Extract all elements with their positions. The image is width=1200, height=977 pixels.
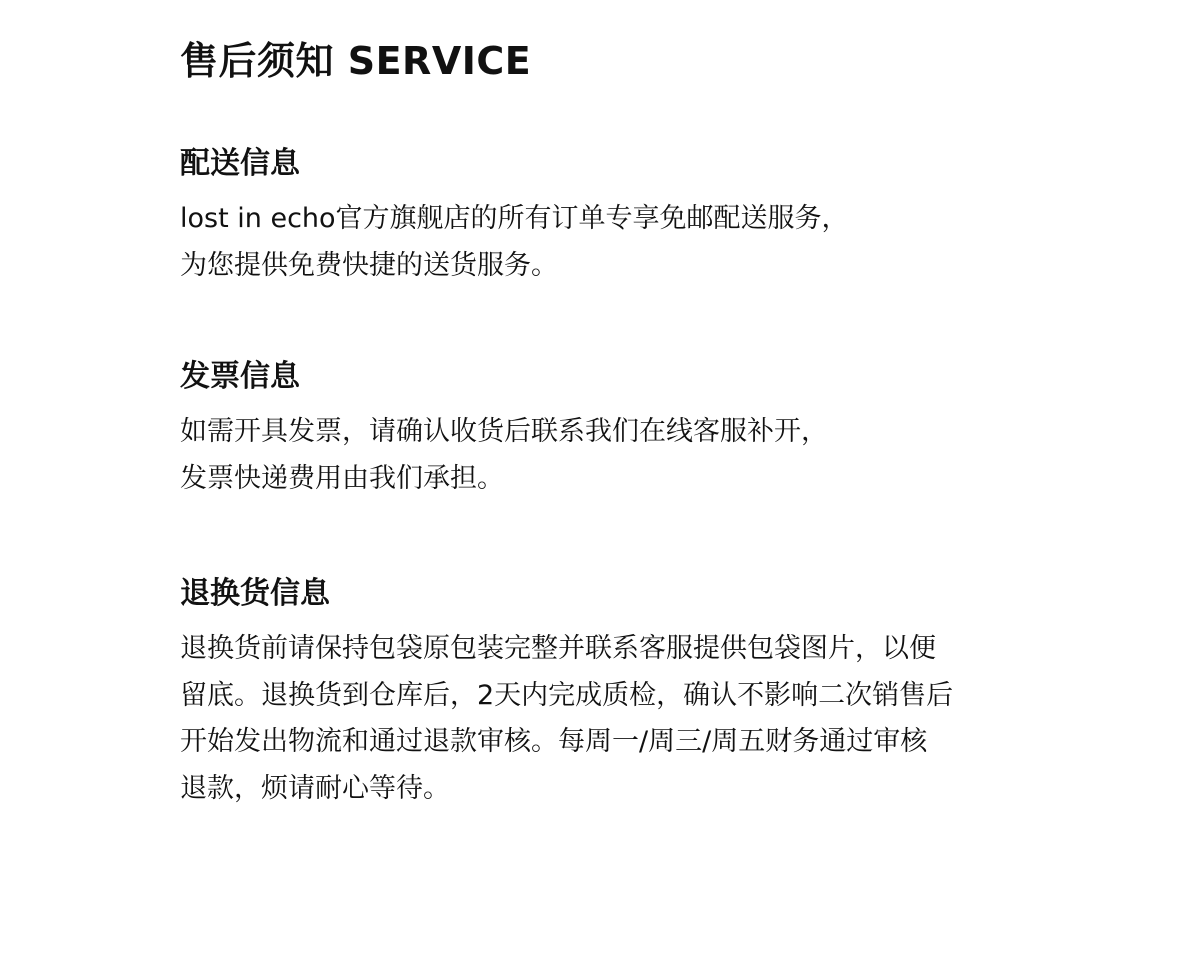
returns-info-line: 退换货前请保持包袋原包装完整并联系客服提供包袋图片，以便 <box>180 633 936 664</box>
returns-info-body <box>180 626 1040 812</box>
delivery-info-line: lost in echo官方旗舰店的所有订单专享免邮配送服务， <box>180 203 849 234</box>
returns-info-heading: 退换货信息 <box>180 576 330 611</box>
invoice-info-heading: 发票信息 <box>180 359 300 394</box>
delivery-info-line: 为您提供免费快捷的送货服务。 <box>180 249 558 281</box>
delivery-info-heading: 配送信息 <box>180 146 300 181</box>
returns-info-line: 退款，烦请耐心等待。 <box>180 772 450 804</box>
invoice-info-body <box>180 409 1040 502</box>
returns-info-line: 留底。退换货到仓库后，2天内完成质检，确认不影响二次销售后 <box>180 679 954 711</box>
delivery-info-section <box>180 144 1040 289</box>
invoice-info-section <box>180 357 1040 502</box>
page-title: 售后须知 SERVICE <box>180 39 532 83</box>
invoice-info-line: 如需开具发票，请确认收货后联系我们在线客服补开， <box>180 416 828 447</box>
returns-info-line: 开始发出物流和通过退款审核。每周一/周三/周五财务通过审核 <box>180 726 928 757</box>
returns-info-section <box>180 574 1040 812</box>
delivery-info-body <box>180 196 1040 289</box>
invoice-info-line: 发票快递费用由我们承担。 <box>180 462 504 494</box>
